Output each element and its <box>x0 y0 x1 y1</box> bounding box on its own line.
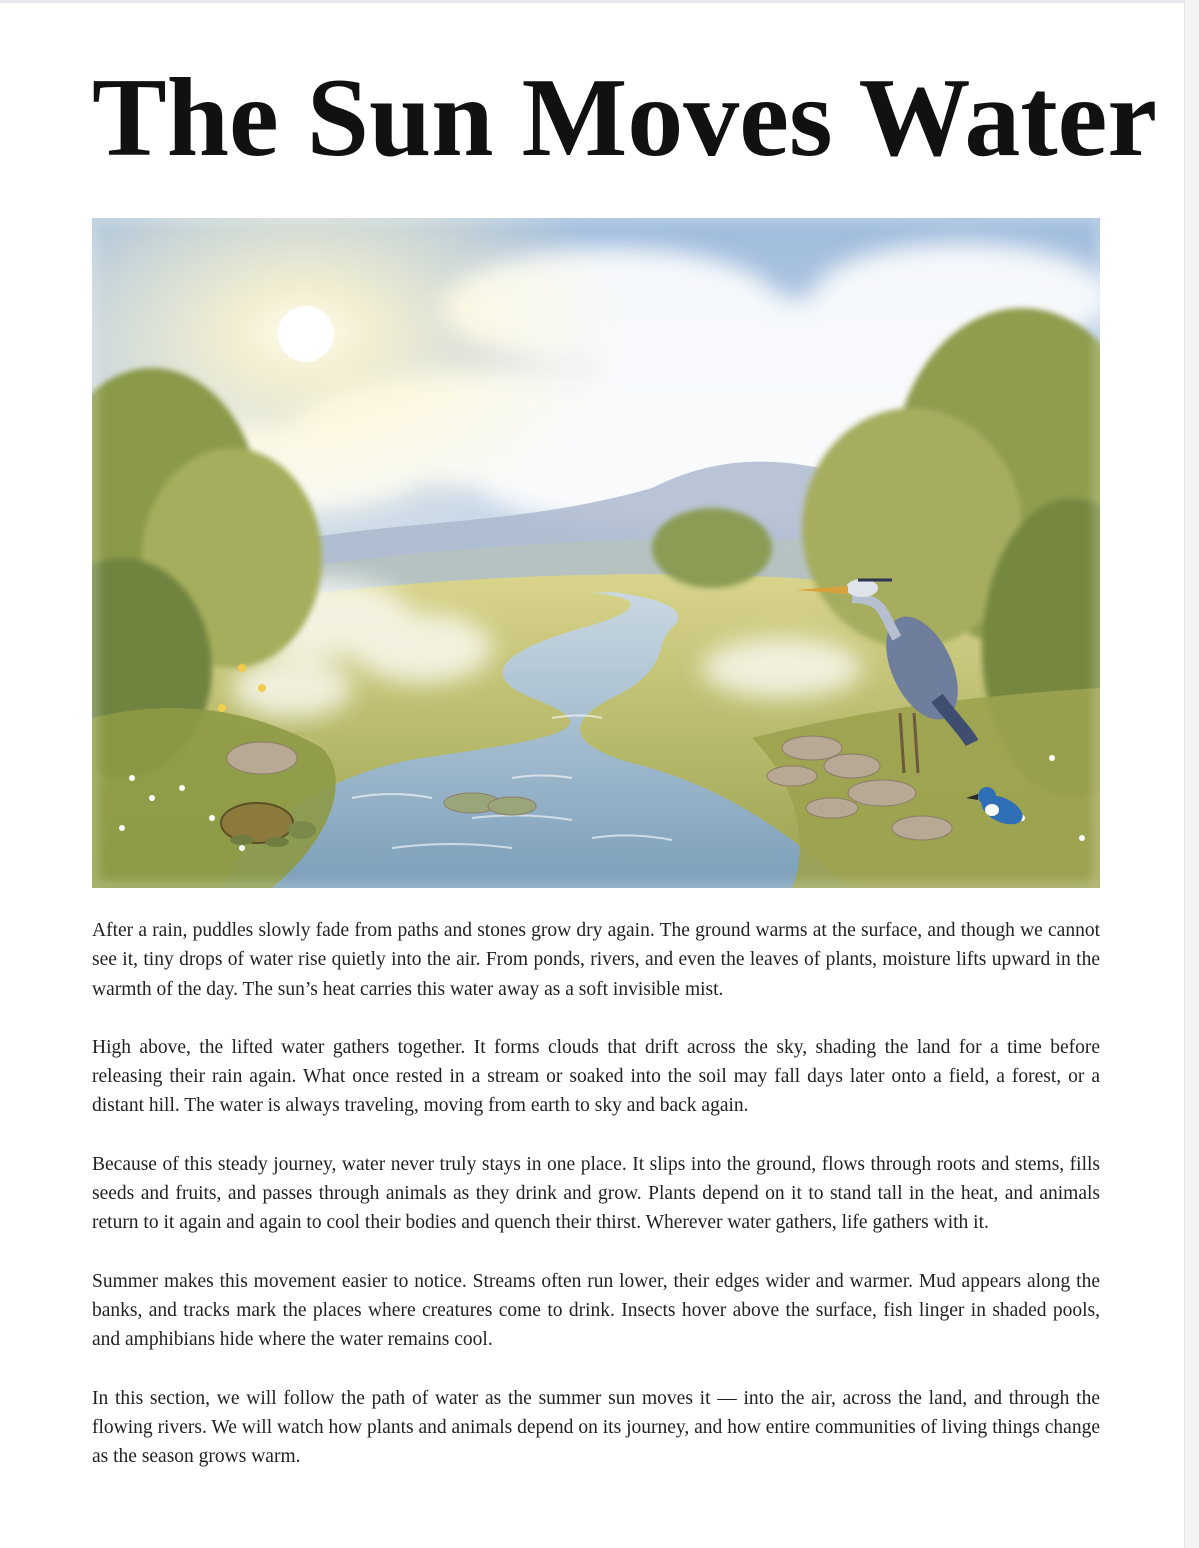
paragraph: Summer makes this movement easier to notice. Streams often run lower, their edges wider and warmer. Mud appears along the banks, and tracks mark the places where creatures come to drink. Insects hover above the surface, fish linger in shaded pools, and amphibians hide where the water remains cool. <box>92 1270 1100 1351</box>
scrollbar-track[interactable] <box>1184 0 1199 1548</box>
paragraph: In this section, we will follow the path of water as the summer sun moves it — into the air, across the land, and through the flowing rivers. We will watch how plants and animals depend on its journey, and how entire communities of living things change as the season grows warm. <box>92 1387 1100 1468</box>
page-title: The Sun Moves Water <box>92 56 1158 180</box>
body-text <box>92 916 1100 1500</box>
top-border <box>0 0 1199 3</box>
sun-icon <box>278 306 334 362</box>
illustration-river-landscape <box>92 218 1100 888</box>
paragraph: After a rain, puddles slowly fade from paths and stones grow dry again. The ground warms at the surface, and though we cannot see it, tiny drops of water rise quietly into the air. From ponds, rivers, and even the leaves of plants, moisture lifts upward in the warmth of the day. The sun’s heat carries this water away as a soft invisible mist. <box>92 920 1100 1000</box>
paragraph: High above, the lifted water gathers together. It forms clouds that drift across the sky, shading the land for a time before releasing their rain again. What once rested in a stream or soaked into the soil may fall days later onto a field, a forest, or a distant hill. The water is always traveling, moving from earth to sky and back again. <box>92 1036 1100 1117</box>
paragraph: Because of this steady journey, water never truly stays in one place. It slips into the ground, flows through roots and stems, fills seeds and fruits, and passes through animals as they drink and grow. Plants depend on it to stand tall in the heat, and animals return to it again and again to cool their bodies and quench their thirst. Wherever water gathers, life gathers with it. <box>92 1153 1100 1234</box>
landscape-svg <box>92 218 1100 888</box>
